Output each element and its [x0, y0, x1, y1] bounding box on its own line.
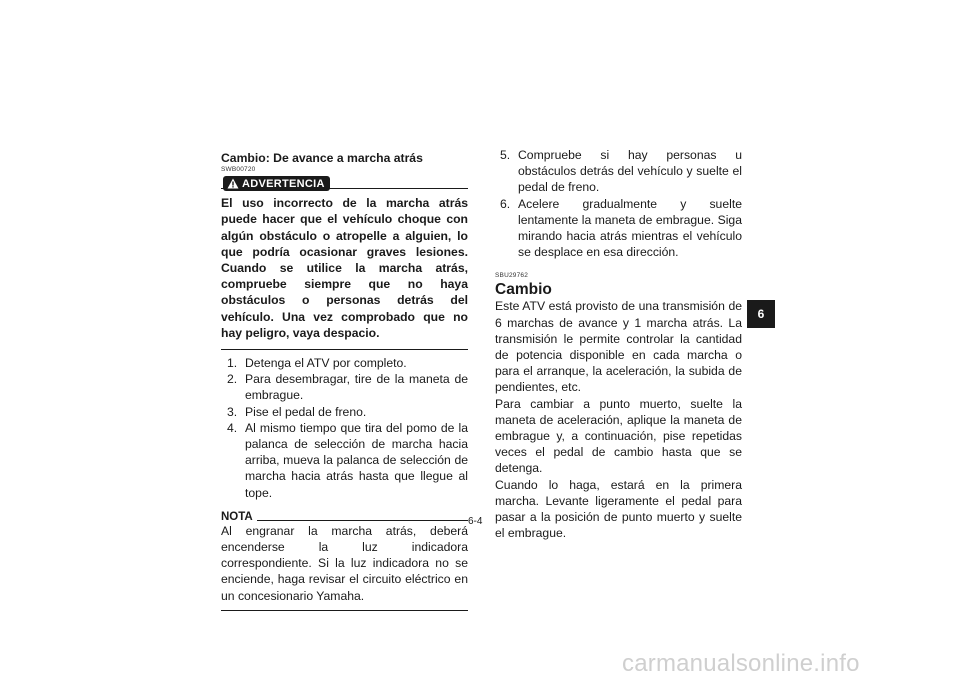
paragraph: Cuando lo haga, estará en la primera marcha. Levante ligeramente el pedal para pasar a la posición de punto muerto y suelte el embrague. [495, 477, 742, 541]
nota-header [221, 511, 468, 523]
warning-code: SWB00720 [221, 166, 256, 174]
step-number: 4. [227, 420, 238, 435]
watermark-text: carmanualsonline.info [622, 650, 860, 677]
step-number: 6. [500, 196, 511, 211]
nota-end-rule [221, 610, 468, 611]
right-column [495, 147, 742, 541]
warning-end-rule [221, 349, 468, 350]
paragraph: Para cambiar a punto muerto, suelte la maneta de aceleración, aplique la maneta de embrague y, a continuación, pise repetidas veces el pedal de cambio hasta que se detenga. [495, 396, 742, 476]
left-column [221, 150, 468, 611]
warning-badge [223, 176, 330, 191]
warning-triangle-icon [227, 178, 239, 189]
warning-text: El uso incorrecto de la marcha atrás puede hacer que el vehículo choque con algún obstáculo o atropelle a alguien, lo que podría ocasionar graves lesiones. Cuando se utilice la marcha atrás, compruebe siempre que no haya obstáculos o personas detrás del vehículo. Una vez comprobado que no hay peligro, vaya despacio. [221, 196, 468, 340]
step-number: 2. [227, 372, 238, 387]
step-text: Acelere gradualmente y suelte lentamente la maneta de embrague. Siga mirando hacia atrás mientras el vehículo se desplace en esa dirección. [518, 196, 742, 260]
page-number: 6-4 [468, 516, 483, 527]
step-text: Al mismo tiempo que tira del pomo de la palanca de selección de marcha hacia arriba, mueva la palanca de selección de marcha hacia atrás hasta que llegue al tope. [245, 420, 468, 500]
chapter-tab: 6 [747, 300, 775, 328]
warning-label: ADVERTENCIA [242, 177, 325, 190]
list-item [221, 355, 468, 371]
nota-rule [257, 520, 468, 521]
step-text: Pise el pedal de freno. [245, 404, 367, 419]
step-text: Compruebe si hay personas u obstáculos detrás del vehículo y suelte el pedal de freno. [518, 148, 742, 195]
steps-list-right [495, 147, 742, 260]
list-item [221, 420, 468, 501]
list-item [495, 196, 742, 261]
steps-list-left [221, 355, 468, 501]
section-title-cambio: Cambio [495, 281, 552, 299]
step-number: 3. [227, 404, 238, 419]
section-title-reverse: Cambio: De avance a marcha atrás [221, 151, 423, 165]
nota-text: Al engranar la marcha atrás, deberá encenderse la luz indicadora correspondiente. Si la luz indicadora no se enciende, haga revisar el circuito eléctrico en un concesionario Yamaha. [221, 523, 468, 603]
nota-label: NOTA [221, 510, 253, 523]
list-item [495, 147, 742, 196]
list-item [221, 371, 468, 403]
step-text: Para desembragar, tire de la maneta de embrague. [245, 372, 468, 403]
section-code: SBU29762 [495, 272, 529, 280]
step-number: 5. [500, 148, 511, 162]
step-number: 1. [227, 356, 238, 371]
list-item [221, 404, 468, 420]
warning-header [221, 175, 468, 191]
step-text: Detenga el ATV por completo. [245, 356, 407, 371]
paragraph: Este ATV está provisto de una transmisión de 6 marchas de avance y 1 marcha atrás. La transmisión le permite controlar la cantidad de potencia disponible en cada marcha o para el arranque, la aceleración, la subida de pendientes, etc. [495, 299, 742, 395]
